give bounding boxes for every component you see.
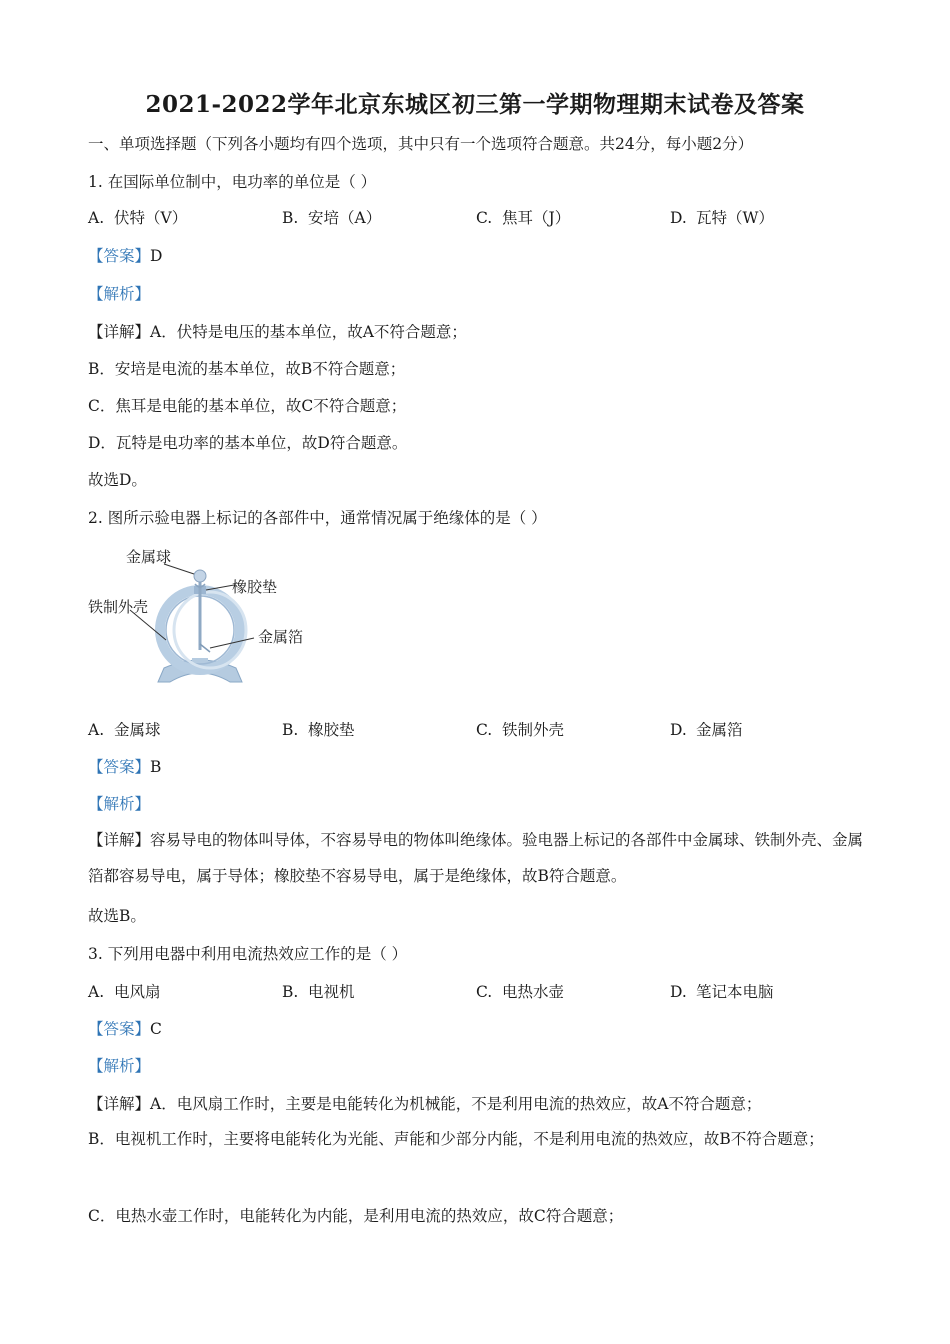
q3-option-a: A. 电风扇 (88, 983, 161, 1001)
q2-detail: 【详解】容易导电的物体叫导体，不容易导电的物体叫绝缘体。验电器上标记的各部件中金属球、铁制外壳、金属箔都容易导电，属于导体；橡胶垫不容易导电，属于是绝缘体，故B符合题意。 (88, 831, 864, 885)
q1-conclusion: 故选D。 (88, 471, 147, 489)
q3-option-c: C. 电热水壶 (476, 983, 565, 1001)
q1-detail-b: B．安培是电流的基本单位，故B不符合题意； (88, 360, 406, 378)
q1-stem: 1. 在国际单位制中，电功率的单位是（ ） (88, 173, 377, 191)
q3-option-d: D. 笔记本电脑 (670, 983, 774, 1001)
q2-stem: 2. 图所示验电器上标记的各部件中，通常情况属于绝缘体的是（ ） (88, 509, 547, 527)
q2-option-a: A. 金属球 (88, 721, 161, 739)
page-title: 2021-2022学年北京东城区初三第一学期物理期末试卷及答案 (145, 91, 805, 118)
q3-detail-b: B．电视机工作时，主要将电能转化为光能、声能和少部分内能，不是利用电流的热效应，故B不符合题意； (88, 1130, 824, 1148)
q1-detail-c: C．焦耳是电能的基本单位，故C不符合题意； (88, 397, 407, 415)
q2-conclusion: 故选B。 (88, 907, 146, 925)
electroscope-drawing (86, 540, 326, 700)
q3-stem: 3. 下列用电器中利用电流热效应工作的是（ ） (88, 945, 408, 963)
q3-answer: 【答案】C (88, 1020, 162, 1038)
q2-analysis-tag: 【解析】 (88, 795, 151, 813)
q2-answer: 【答案】B (88, 758, 162, 776)
electroscope-figure (86, 540, 326, 700)
q1-option-d: D. 瓦特（W） (670, 209, 774, 227)
metal-ball (194, 570, 206, 582)
q3-detail-c: C．电热水壶工作时，电能转化为内能，是利用电流的热效应，故C符合题意； (88, 1207, 624, 1225)
q2-option-d: D. 金属箔 (670, 721, 743, 739)
q3-option-b: B. 电视机 (282, 983, 355, 1001)
label-metal-ball: 金属球 (126, 548, 172, 566)
q2-option-b: B. 橡胶垫 (282, 721, 355, 739)
q1-detail-d: D．瓦特是电功率的基本单位，故D符合题意。 (88, 434, 408, 452)
section-heading: 一、单项选择题（下列各小题均有四个选项，其中只有一个选项符合题意。共24分，每小题2分） (88, 135, 754, 153)
label-metal-foil: 金属箔 (258, 628, 304, 646)
label-iron-shell: 铁制外壳 (88, 598, 149, 616)
q1-option-c: C. 焦耳（J） (476, 209, 571, 227)
q1-answer: 【答案】D (88, 247, 163, 265)
q3-detail-a: 【详解】A．电风扇工作时，主要是电能转化为机械能，不是利用电流的热效应，故A不符合题意； (88, 1095, 762, 1113)
q2-option-c: C. 铁制外壳 (476, 721, 565, 739)
q1-option-b: B. 安培（A） (282, 209, 382, 227)
q1-analysis-tag: 【解析】 (88, 285, 151, 303)
q1-option-a: A. 伏特（V） (88, 209, 188, 227)
q1-detail-a: 【详解】A．伏特是电压的基本单位，故A不符合题意； (88, 323, 467, 341)
label-rubber-pad: 橡胶垫 (232, 578, 278, 596)
q3-analysis-tag: 【解析】 (88, 1057, 151, 1075)
